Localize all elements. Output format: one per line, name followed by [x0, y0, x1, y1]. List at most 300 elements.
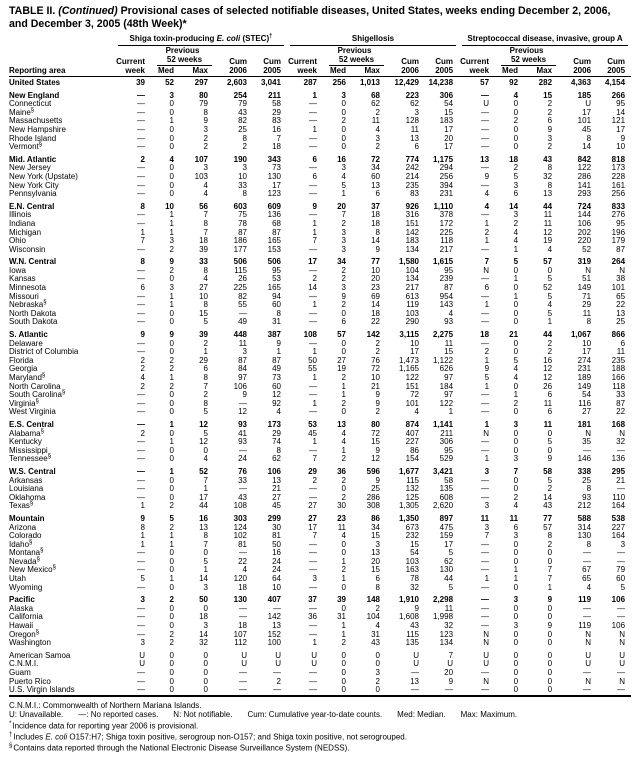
- data-cell: 613: [405, 291, 419, 301]
- data-cell: 183: [439, 116, 454, 126]
- row-label: Ohio: [9, 236, 26, 246]
- table-row: [9, 365, 631, 374]
- data-cell: 538: [611, 513, 626, 523]
- data-cell: 217: [405, 283, 419, 293]
- data-cell: 0: [547, 685, 553, 695]
- data-cell: 0: [513, 484, 519, 494]
- cum-label-3a: Cum: [573, 57, 592, 66]
- row-label-sup: §: [52, 564, 56, 571]
- row-label: North Dakota: [9, 308, 57, 318]
- data-cell: 177: [233, 244, 247, 254]
- data-cell: —: [137, 265, 145, 275]
- week-label-3: week: [459, 66, 495, 77]
- row-label-sup: §: [38, 141, 43, 148]
- data-cell: —: [481, 445, 490, 455]
- data-cell: 122: [577, 163, 592, 173]
- table-row: [9, 310, 631, 319]
- data-cell: 242: [405, 163, 419, 173]
- data-cell: 39: [199, 330, 208, 340]
- row-label: Iowa: [9, 265, 26, 275]
- row-label: New Jersey: [9, 163, 51, 173]
- data-cell: 0: [203, 650, 208, 660]
- data-cell: —: [137, 124, 145, 134]
- data-cell: 161: [611, 180, 626, 190]
- data-cell: —: [137, 300, 145, 310]
- data-cell: 13: [371, 180, 380, 190]
- data-cell: 3: [375, 539, 380, 549]
- data-cell: 185: [577, 90, 592, 100]
- data-cell: 78: [410, 574, 419, 584]
- data-cell: 3: [513, 419, 519, 429]
- data-cell: 16: [543, 355, 553, 365]
- data-cell: 0: [513, 283, 519, 293]
- data-cell: 13: [410, 676, 419, 686]
- data-cell: —: [583, 668, 592, 677]
- data-cell: 2: [341, 218, 346, 228]
- data-cell: 41: [238, 428, 247, 438]
- data-cell: 15: [371, 437, 380, 447]
- data-cell: 0: [513, 659, 519, 669]
- data-cell: 32: [616, 437, 626, 447]
- data-cell: 8: [203, 218, 208, 228]
- row-label: Minnesota: [9, 283, 46, 293]
- table-row: [9, 631, 631, 640]
- data-cell: 1,677: [398, 466, 419, 476]
- data-cell: 4: [513, 373, 519, 382]
- data-cell: 14: [616, 107, 626, 117]
- data-cell: 0: [169, 582, 174, 592]
- data-cell: 0: [341, 142, 346, 152]
- data-cell: 308: [366, 501, 380, 511]
- data-cell: 2: [375, 407, 380, 417]
- data-cell: 0: [513, 668, 519, 677]
- data-cell: 874: [405, 419, 419, 429]
- weeks-row: [9, 55, 631, 66]
- data-cell: 3: [513, 595, 519, 605]
- data-cell: 149: [577, 381, 592, 391]
- row-label: Wyoming: [9, 582, 43, 592]
- data-cell: 125: [405, 492, 419, 502]
- data-cell: 1: [140, 501, 145, 511]
- data-cell: 18: [480, 330, 490, 340]
- data-cell: 15: [543, 90, 553, 100]
- data-cell: —: [617, 612, 626, 622]
- data-cell: 7: [203, 210, 208, 220]
- data-cell: 34: [371, 522, 380, 532]
- table-row: [9, 275, 631, 284]
- data-cell: 3: [375, 668, 380, 677]
- data-cell: 0: [513, 381, 519, 391]
- data-cell: N: [619, 428, 626, 438]
- data-cell: 673: [405, 522, 419, 532]
- table-row: [9, 549, 631, 558]
- data-cell: 0: [203, 668, 208, 677]
- data-cell: 1: [169, 227, 174, 237]
- data-cell: 228: [611, 171, 626, 181]
- data-cell: 3: [203, 582, 208, 592]
- data-cell: 142: [366, 330, 380, 340]
- data-cell: 0: [341, 676, 346, 686]
- data-cell: 14: [543, 492, 553, 502]
- data-cell: 179: [611, 236, 626, 246]
- row-label: Rhode Island: [9, 133, 57, 143]
- data-cell: 4: [513, 236, 519, 246]
- data-cell: 3: [341, 163, 346, 173]
- data-cell: 5: [169, 513, 174, 523]
- data-cell: N: [483, 676, 490, 686]
- data-cell: 11: [371, 116, 380, 126]
- row-label-sup: §: [35, 628, 40, 635]
- data-cell: 297: [194, 78, 208, 87]
- data-cell: 2: [169, 364, 174, 374]
- data-cell: 57: [543, 522, 553, 532]
- data-cell: 7: [203, 475, 208, 485]
- table-row: [9, 190, 631, 199]
- data-cell: 256: [611, 189, 626, 199]
- data-cell: 16: [272, 124, 281, 134]
- data-cell: 1: [169, 116, 174, 126]
- row-label: New York (Upstate): [9, 171, 78, 181]
- data-cell: 18: [371, 308, 380, 318]
- data-cell: U: [413, 650, 419, 660]
- data-cell: 306: [439, 437, 454, 447]
- data-cell: —: [309, 668, 317, 677]
- data-cell: 2: [169, 381, 174, 391]
- data-cell: 6: [513, 189, 519, 199]
- data-cell: 57: [480, 78, 490, 87]
- row-label: Mid. Atlantic: [9, 154, 57, 164]
- data-cell: 27: [199, 283, 208, 293]
- data-cell: 2: [547, 99, 553, 109]
- data-cell: —: [583, 556, 592, 566]
- data-cell: 9: [375, 475, 380, 485]
- data-cell: 256: [332, 78, 346, 87]
- data-cell: 13: [480, 154, 490, 164]
- data-cell: 5: [203, 428, 208, 438]
- data-cell: 8: [203, 398, 208, 408]
- data-cell: 101: [577, 116, 592, 126]
- data-cell: 18: [272, 142, 281, 152]
- data-cell: —: [137, 437, 145, 447]
- data-cell: —: [309, 556, 317, 566]
- data-cell: —: [239, 612, 247, 622]
- data-cell: 1: [312, 398, 317, 408]
- data-cell: —: [481, 116, 490, 126]
- data-cell: 287: [303, 78, 317, 87]
- data-cell: —: [481, 338, 490, 348]
- row-label: Illinois: [9, 210, 32, 220]
- data-cell: 0: [547, 676, 553, 686]
- max-label-3: Max: [524, 66, 558, 77]
- data-cell: 101: [611, 283, 626, 293]
- data-cell: —: [309, 210, 317, 220]
- data-cell: 0: [169, 484, 174, 494]
- data-cell: 62: [444, 556, 454, 566]
- data-cell: 3: [169, 90, 174, 100]
- data-cell: 58: [444, 475, 454, 485]
- row-label: Nebraska§: [9, 299, 47, 310]
- data-cell: 43: [543, 501, 553, 511]
- data-cell: 2,275: [433, 330, 454, 340]
- data-cell: 54: [444, 99, 454, 109]
- data-cell: 2: [203, 338, 208, 348]
- data-cell: 4: [586, 582, 592, 592]
- row-label-sup: §: [40, 547, 44, 554]
- data-cell: 27: [272, 492, 281, 502]
- data-cell: —: [617, 548, 626, 558]
- data-cell: —: [309, 492, 317, 502]
- data-cell: 10: [238, 171, 247, 181]
- row-label: North Carolina: [9, 381, 61, 391]
- data-cell: 6: [203, 364, 208, 374]
- data-cell: 596: [366, 466, 380, 476]
- data-cell: 2: [169, 522, 174, 532]
- data-cell: 186: [233, 236, 247, 246]
- data-cell: —: [309, 163, 317, 173]
- data-cell: —: [411, 685, 419, 695]
- data-cell: 0: [341, 668, 346, 677]
- data-cell: 0: [341, 407, 346, 417]
- data-cell: 30: [337, 501, 346, 511]
- table-row: [9, 455, 631, 464]
- data-cell: —: [309, 685, 317, 695]
- data-cell: 14: [371, 236, 380, 246]
- data-cell: 7: [312, 236, 317, 246]
- data-cell: 9: [547, 621, 553, 631]
- table-row: [9, 447, 631, 456]
- data-cell: —: [137, 133, 145, 143]
- data-cell: 17: [308, 522, 317, 532]
- data-cell: 3: [484, 522, 490, 532]
- max-label-1: Max: [180, 66, 214, 77]
- data-cell: 86: [371, 513, 380, 523]
- data-cell: 202: [577, 227, 592, 237]
- data-cell: —: [309, 548, 317, 558]
- data-cell: —: [309, 407, 317, 417]
- data-cell: —: [137, 454, 145, 464]
- data-cell: 1: [169, 373, 174, 382]
- table-row: [9, 622, 631, 631]
- data-cell: 1: [169, 466, 174, 476]
- data-cell: U: [585, 99, 592, 109]
- data-cell: 8: [203, 107, 208, 117]
- data-cell: 146: [577, 454, 592, 464]
- data-cell: 0: [513, 142, 519, 152]
- y2005-label-3: 2005: [597, 66, 631, 77]
- data-cell: 4: [513, 90, 519, 100]
- data-cell: 0: [547, 650, 553, 660]
- data-cell: 106: [267, 466, 281, 476]
- data-cell: 30: [272, 522, 281, 532]
- data-cell: 588: [577, 513, 592, 523]
- data-cell: 0: [169, 171, 174, 181]
- data-cell: 8: [203, 373, 208, 382]
- data-cell: 1: [341, 574, 346, 584]
- data-cell: 87: [238, 355, 247, 365]
- data-cell: —: [309, 381, 317, 391]
- row-label: West Virginia: [9, 407, 56, 417]
- data-cell: 21: [371, 381, 380, 391]
- data-cell: 9: [312, 201, 317, 211]
- data-cell: —: [481, 180, 490, 190]
- data-cell: 11: [480, 513, 490, 523]
- data-cell: 286: [366, 492, 380, 502]
- row-label: Massachusetts: [9, 116, 63, 126]
- footnote-nedss-text: Contains data reported through the National Electronic Disease Surveillance System (NEDSS).: [13, 744, 350, 754]
- data-cell: 8: [203, 531, 208, 541]
- data-cell: 4: [341, 531, 346, 541]
- row-label: Alaska: [9, 603, 34, 613]
- data-cell: 2: [242, 142, 247, 152]
- data-cell: —: [239, 685, 247, 695]
- group-header-stec: [115, 34, 287, 46]
- data-cell: 142: [267, 612, 281, 622]
- table-row: [9, 293, 631, 302]
- data-cell: 50: [308, 355, 317, 365]
- data-cell: 0: [341, 308, 346, 318]
- data-cell: —: [309, 582, 317, 592]
- footnote-stec: [9, 731, 631, 742]
- data-cell: 6: [375, 189, 380, 199]
- data-cell: 1: [140, 531, 145, 541]
- data-cell: 5: [341, 180, 346, 190]
- data-cell: —: [137, 171, 145, 181]
- data-cell: —: [481, 565, 490, 575]
- data-cell: —: [309, 445, 317, 455]
- data-cell: 2: [341, 274, 346, 284]
- data-cell: 3,421: [433, 466, 454, 476]
- data-cell: 2: [341, 116, 346, 126]
- data-cell: 0: [203, 685, 208, 695]
- data-cell: 119: [578, 621, 592, 631]
- table-row: [9, 77, 631, 88]
- data-cell: 1,998: [433, 612, 454, 622]
- data-cell: 3: [547, 133, 553, 143]
- data-cell: 149: [577, 283, 592, 293]
- data-cell: 3: [375, 133, 380, 143]
- data-cell: 183: [405, 236, 419, 246]
- data-cell: —: [309, 390, 317, 400]
- data-cell: 2: [140, 355, 145, 365]
- data-cell: 0: [341, 124, 346, 134]
- footnote-abbreviations: [9, 710, 631, 720]
- data-cell: 1: [513, 244, 519, 254]
- data-cell: 79: [238, 99, 247, 109]
- data-cell: —: [481, 582, 490, 592]
- data-cell: 235: [405, 180, 419, 190]
- data-cell: 21: [616, 475, 626, 485]
- row-label-sup: §: [30, 107, 35, 114]
- footnote-stec-italic: E. coli: [45, 732, 68, 742]
- data-cell: 11: [543, 419, 553, 429]
- data-cell: N: [585, 676, 592, 686]
- data-cell: 1: [169, 419, 174, 429]
- data-cell: 0: [169, 390, 174, 400]
- data-cell: 100: [267, 638, 281, 648]
- data-cell: 223: [405, 90, 419, 100]
- data-cell: 0: [169, 124, 174, 134]
- row-label: Texas§: [9, 500, 34, 511]
- data-cell: 3: [341, 283, 346, 293]
- data-cell: 60: [272, 300, 281, 310]
- data-cell: —: [309, 133, 317, 143]
- data-cell: 1,580: [398, 257, 419, 267]
- data-cell: 407: [405, 428, 419, 438]
- data-cell: 172: [439, 218, 454, 228]
- table-header: [9, 34, 631, 77]
- data-cell: —: [481, 317, 490, 327]
- data-cell: —: [137, 466, 145, 476]
- row-label: New England: [9, 90, 60, 100]
- data-cell: 22: [616, 300, 626, 310]
- data-cell: 4: [375, 621, 380, 631]
- data-cell: 25: [616, 317, 626, 327]
- data-cell: 95: [444, 445, 454, 455]
- data-cell: 217: [439, 244, 454, 254]
- data-cell: 3: [341, 236, 346, 246]
- data-cell: 0: [375, 659, 380, 669]
- data-cell: 0: [203, 548, 208, 558]
- data-cell: 1: [341, 381, 346, 391]
- table-row: [9, 430, 631, 439]
- data-cell: 97: [444, 373, 454, 382]
- data-cell: 8: [276, 308, 281, 318]
- row-label-sup: §: [35, 398, 39, 405]
- data-cell: 0: [169, 142, 174, 152]
- data-cell: 3: [341, 244, 346, 254]
- cum-label-1a: Cum: [229, 57, 247, 66]
- data-cell: 141: [577, 180, 592, 190]
- data-cell: 1: [341, 189, 346, 199]
- data-cell: 13: [410, 133, 419, 143]
- data-cell: —: [137, 556, 145, 566]
- data-cell: 0: [513, 347, 519, 357]
- data-cell: 13: [371, 548, 380, 558]
- data-cell: 24: [238, 454, 247, 464]
- row-label: Idaho§: [9, 539, 33, 549]
- data-cell: U: [311, 650, 317, 660]
- data-cell: 2: [169, 244, 174, 254]
- data-cell: 1: [484, 236, 490, 246]
- spacer: [214, 46, 253, 55]
- data-cell: —: [309, 338, 317, 348]
- disease-table: [9, 34, 631, 697]
- data-cell: —: [239, 603, 247, 613]
- data-cell: 4: [203, 274, 208, 284]
- data-cell: 4: [203, 180, 208, 190]
- data-cell: 20: [371, 556, 380, 566]
- data-cell: 4: [341, 437, 346, 447]
- data-cell: 7: [513, 466, 519, 476]
- data-cell: 1: [341, 556, 346, 566]
- data-cell: 0: [547, 629, 553, 639]
- data-cell: 72: [371, 364, 380, 374]
- weeks52-label-3: 52 weeks: [495, 55, 558, 66]
- data-cell: 2: [513, 398, 519, 408]
- data-cell: 5: [448, 582, 454, 592]
- data-cell: 1: [169, 300, 174, 310]
- data-cell: 144: [577, 210, 592, 220]
- data-cell: 50: [199, 595, 208, 605]
- table-row: [9, 502, 631, 511]
- week-label-1: week: [115, 66, 151, 77]
- data-cell: 18: [238, 582, 247, 592]
- data-cell: 8: [203, 265, 208, 275]
- data-cell: 314: [577, 522, 592, 532]
- table-row: [9, 164, 631, 173]
- data-cell: —: [445, 685, 454, 695]
- data-cell: 103: [405, 308, 419, 318]
